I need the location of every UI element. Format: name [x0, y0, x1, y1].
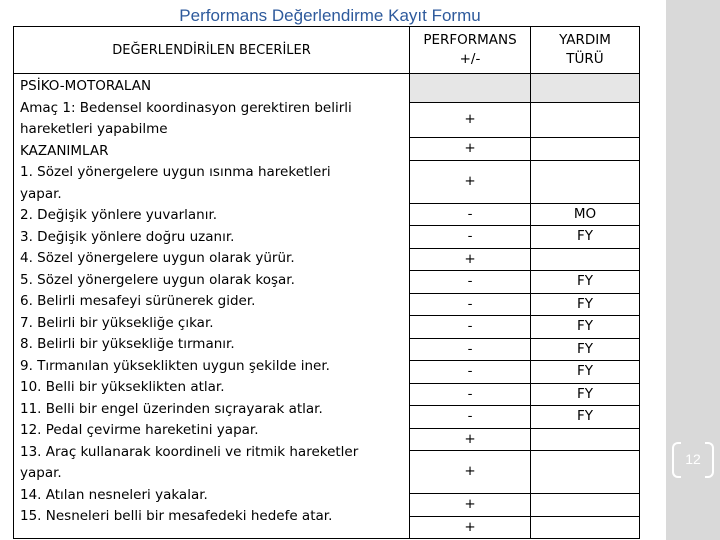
help-cell: MO [531, 203, 640, 226]
help-type-header-line1: YARDIM [559, 32, 611, 48]
help-cell: FY [531, 338, 640, 361]
evaluation-table [13, 26, 640, 539]
skill-line: 4. Sözel yönergelere uygun olarak yürür. [20, 250, 295, 266]
skill-line: 12. Pedal çevirme hareketini yapar. [20, 422, 259, 438]
skill-line: 9. Tırmanılan yükseklikten uygun şekilde iner. [20, 357, 330, 374]
help-cell [531, 428, 640, 451]
perf-cell: - [410, 383, 531, 406]
help-cell [531, 160, 640, 203]
perf-cell: - [410, 338, 531, 361]
help-cell: FY [531, 271, 640, 294]
perf-cell: - [410, 226, 531, 249]
perf-cell: - [410, 406, 531, 429]
help-cell [531, 248, 640, 271]
skill-line: 1. Sözel yönergelere uygun ısınma hareketleri [20, 164, 331, 180]
skill-line: PSİKO-MOTORALAN [20, 78, 152, 94]
perf-cell: - [410, 316, 531, 339]
skill-line: 11. Belli bir engel üzerinden sıçrayarak atlar. [20, 400, 323, 417]
skill-line: Amaç 1: Bedensel koordinasyon gerektiren belirli [20, 99, 352, 116]
skill-line: hareketleri yapabilme [20, 121, 168, 137]
perf-cell: + [410, 451, 531, 494]
perf-cell: - [410, 293, 531, 316]
skill-line: 3. Değişik yönlere doğru uzanır. [20, 228, 235, 245]
page-number-label: 12 [685, 451, 701, 467]
help-cell [531, 138, 640, 161]
skill-line: 13. Araç kullanarak koordineli ve ritmik hareketler [20, 443, 359, 460]
skill-line: 5. Sözel yönergelere uygun olarak koşar. [20, 271, 295, 288]
skill-line: 14. Atılan nesneleri yakalar. [20, 486, 208, 503]
perf-cell: + [410, 103, 531, 138]
skill-line: 15. Nesneleri belli bir mesafedeki hedefe atar. [20, 508, 333, 524]
help-cell: FY [531, 406, 640, 429]
skill-line: yapar. [20, 185, 62, 202]
help-cell: FY [531, 383, 640, 406]
perf-cell: + [410, 138, 531, 161]
skill-line: 8. Belirli bir yüksekliğe tırmanır. [20, 336, 235, 352]
help-cell [531, 451, 640, 494]
table-header-row [14, 27, 640, 74]
perf-cell: - [410, 271, 531, 294]
skills-header: DEĞERLENDİRİLEN BECERİLER [14, 27, 410, 74]
perf-cell: + [410, 160, 531, 203]
skill-line: 2. Değişik yönlere yuvarlanır. [20, 207, 218, 223]
help-cell: FY [531, 226, 640, 249]
perf-cell: + [410, 494, 531, 517]
help-type-header [531, 27, 640, 74]
help-type-header-line2: TÜRÜ [566, 51, 604, 67]
help-cell: FY [531, 293, 640, 316]
skill-line: yapar. [20, 465, 62, 481]
skill-line: 6. Belirli mesafeyi sürünerek gider. [20, 293, 256, 309]
perf-cell: - [410, 203, 531, 226]
help-cell: FY [531, 361, 640, 384]
help-cell [531, 103, 640, 138]
right-bracket-icon [705, 442, 714, 478]
perf-cell [410, 74, 531, 103]
performance-header-line1: PERFORMANS [423, 32, 517, 48]
perf-cell: + [410, 428, 531, 451]
help-cell [531, 494, 640, 517]
perf-cell: + [410, 516, 531, 539]
page-number [672, 442, 714, 476]
help-cell [531, 516, 640, 539]
help-cell [531, 74, 640, 103]
skill-line: 7. Belirli bir yüksekliğe çıkar. [20, 314, 214, 331]
page-title: Performans Değerlendirme Kayıt Formu [179, 6, 481, 25]
help-cell: FY [531, 316, 640, 339]
skill-line: 10. Belli bir yükseklikten atlar. [20, 379, 225, 395]
performance-header-line2: +/- [459, 51, 481, 67]
skill-line: KAZANIMLAR [20, 142, 109, 159]
perf-cell: - [410, 361, 531, 384]
perf-cell: + [410, 248, 531, 271]
left-bracket-icon [672, 442, 681, 478]
skills-cell [14, 74, 410, 539]
performance-header [410, 27, 531, 74]
table-row [14, 74, 640, 103]
